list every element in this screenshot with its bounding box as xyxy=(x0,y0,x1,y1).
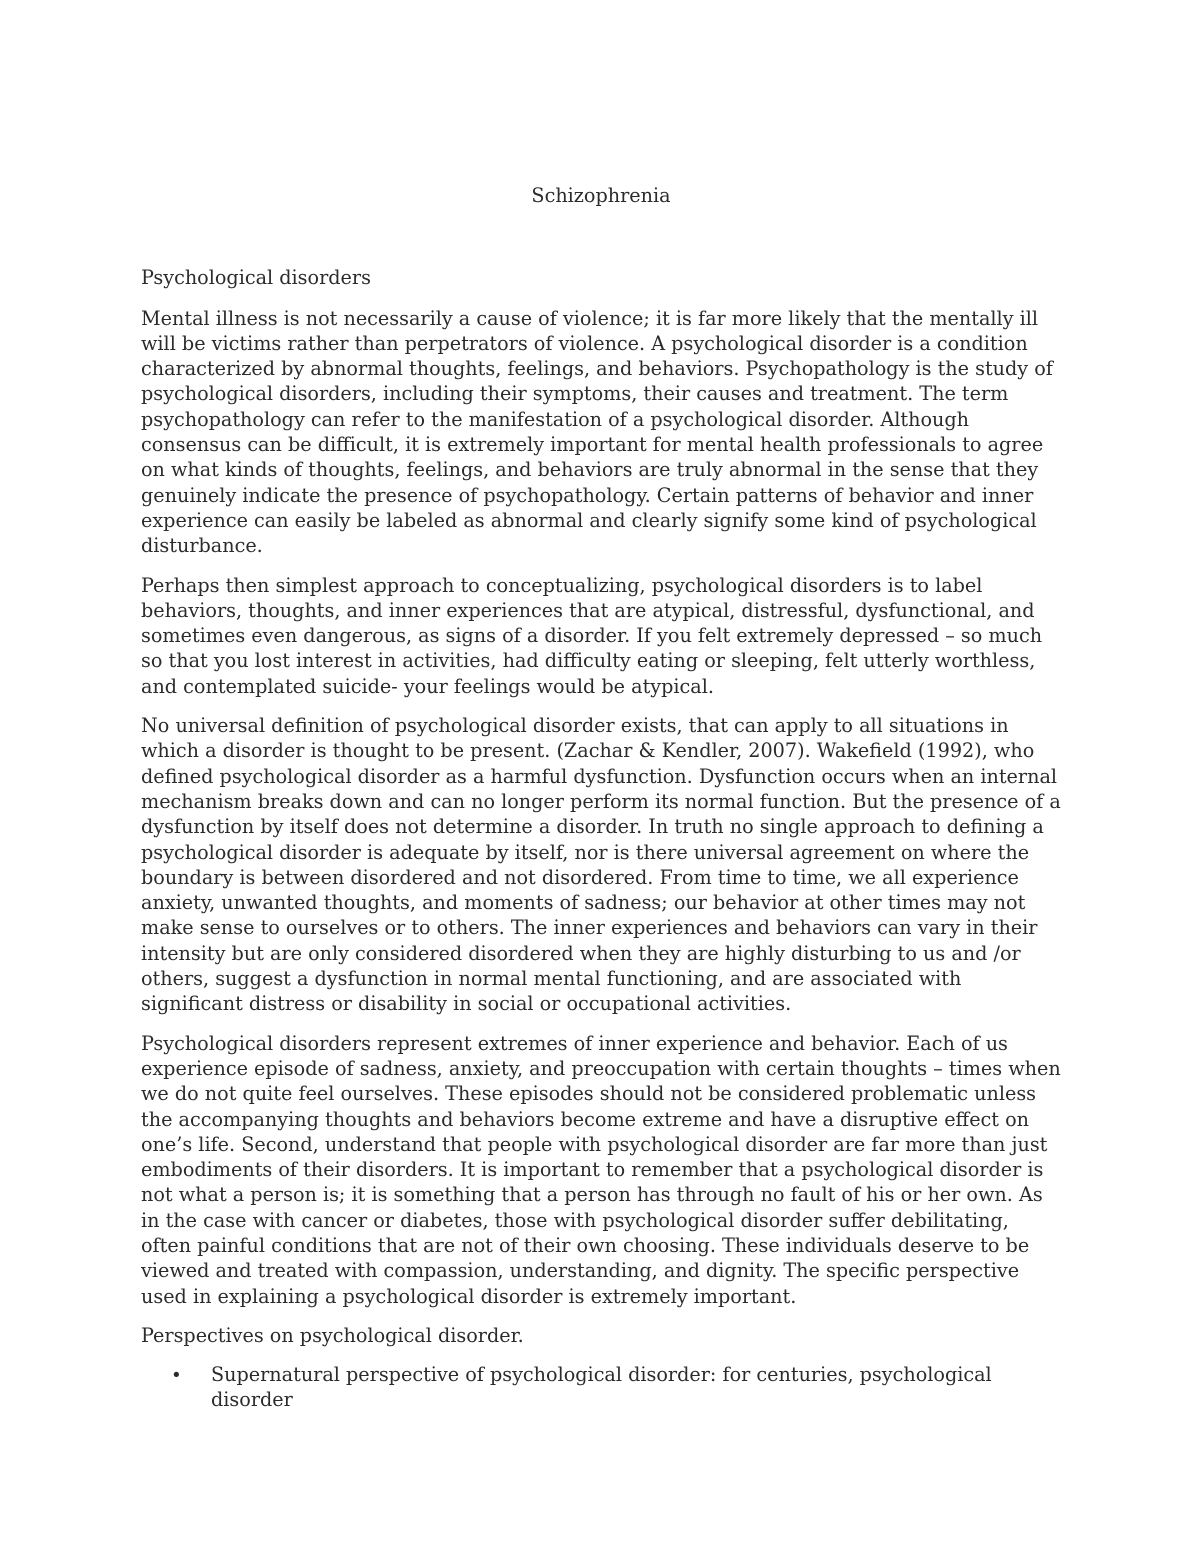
list-item xyxy=(141,1362,1061,1413)
bullet-text: Supernatural perspective of psychological disorder: for centuries, psychological disorder xyxy=(211,1363,992,1412)
document-body xyxy=(141,183,1061,1413)
paragraph: No universal definition of psychological disorder exists, that can apply to all situations in which a disorder is thought to be present. (Zachar & Kendler, 2007). Wakefield (1992), who defined psychological disorder as a harmful dysfunction. Dysfunction occurs when an internal mechanism breaks down and can no longer perform its normal function. But the presence of a dysfunction by itself does not determine a disorder. In truth no single approach to defining a psychological disorder is adequate by itself, nor is there universal agreement on where the boundary is between disordered and not disordered. From time to time, we all experience anxiety, unwanted thoughts, and moments of sadness; our behavior at other times may not make sense to ourselves or to others. The inner experiences and behaviors can vary in their intensity but are only considered disordered when they are highly disturbing to us and /or others, suggest a dysfunction in normal mental functioning, and are associated with significant distress or disability in social or occupational activities. xyxy=(141,714,1061,1016)
paragraph: Mental illness is not necessarily a cause of violence; it is far more likely that the mentally ill will be victims rather than perpetrators of violence. A psychological disorder is a condition characterized by abnormal thoughts, feelings, and behaviors. Psychopathology is the study of psychological disorders, including their symptoms, their causes and treatment. The term psychopathology can refer to the manifestation of a psychological disorder. Although consensus can be difficult, it is extremely important for mental health professionals to agree on what kinds of thoughts, feelings, and behaviors are truly abnormal in the sense that they genuinely indicate the presence of psychopathology. Certain patterns of behavior and inner experience can easily be labeled as abnormal and clearly signify some kind of psychological disturbance. xyxy=(141,306,1053,558)
document-title: Schizophrenia xyxy=(531,184,671,207)
subheading: Perspectives on psychological disorder. xyxy=(141,1323,524,1347)
bullet-icon: • xyxy=(173,1363,180,1387)
section-heading: Psychological disorders xyxy=(141,266,371,290)
paragraph: Perhaps then simplest approach to conceptualizing, psychological disorders is to label behaviors, thoughts, and inner experiences that are atypical, distressful, dysfunctional, and sometimes even dangerous, as signs of a disorder. If you felt extremely depressed – so much so that you lost interest in activities, had difficulty eating or sleeping, felt utterly worthless, and contemplated suicide- your feelings would be atypical. xyxy=(141,573,1043,698)
bullet-list xyxy=(141,1362,1061,1413)
paragraph: Psychological disorders represent extremes of inner experience and behavior. Each of us experience episode of sadness, anxiety, and preoccupation with certain thoughts – times when we do not quite feel ourselves. These episodes should not be considered problematic unless the accompanying thoughts and behaviors become extreme and have a disruptive effect on one’s life. Second, understand that people with psychological disorder are far more than just embodiments of their disorders. It is important to remember that a psychological disorder is not what a person is; it is something that a person has through no fault of his or her own. As in the case with cancer or diabetes, those with psychological disorder suffer debilitating, often painful conditions that are not of their own choosing. These individuals deserve to be viewed and treated with compassion, understanding, and dignity. The specific perspective used in explaining a psychological disorder is extremely important. xyxy=(141,1031,1061,1308)
